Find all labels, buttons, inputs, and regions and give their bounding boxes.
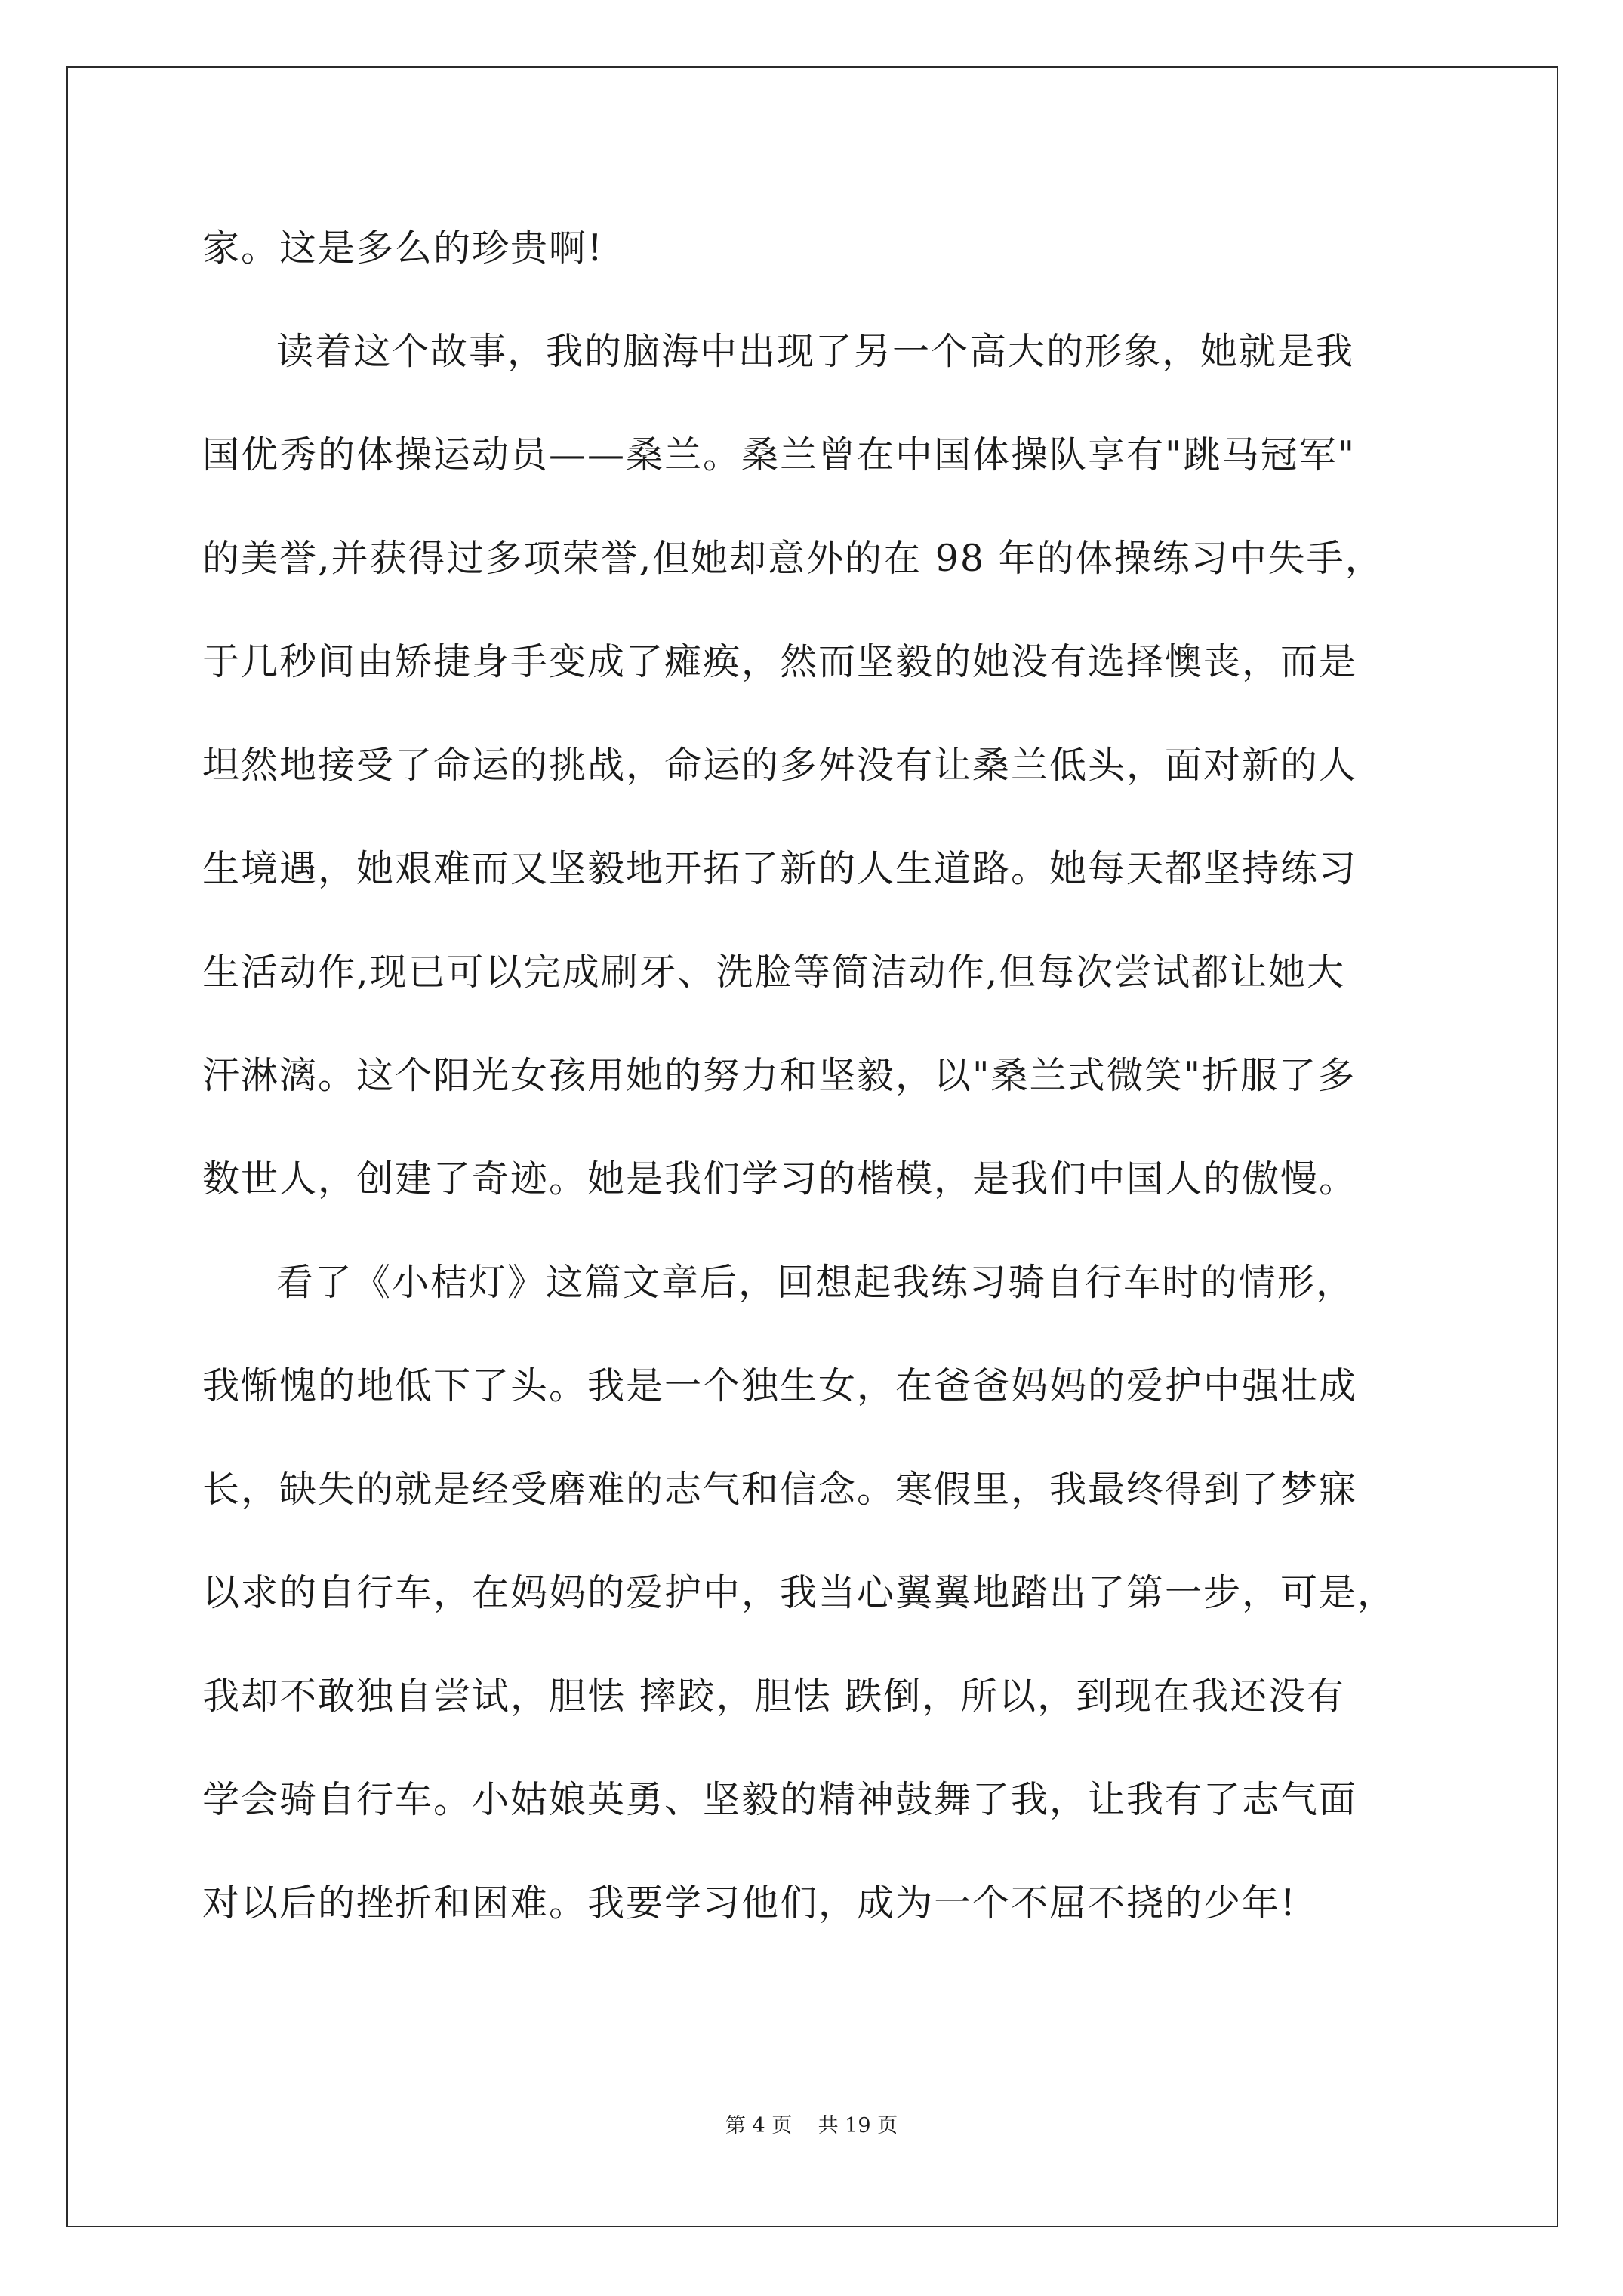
text-line: 的美誉,并获得过多项荣誉,但她却意外的在 98 年的体操练习中失手， — [202, 537, 1384, 580]
text-line: 汗淋漓。这个阳光女孩用她的努力和坚毅，以"桑兰式微笑"折服了多 — [202, 1054, 1357, 1097]
text-line: 数世人，创建了奇迹。她是我们学习的楷模，是我们中国人的傲慢。 — [202, 1157, 1358, 1200]
text-line: 长，缺失的就是经受磨难的志气和信念。寒假里，我最终得到了梦寐 — [202, 1468, 1358, 1511]
document-body — [202, 196, 1455, 1955]
text-line: 生境遇，她艰难而又坚毅地开拓了新的人生道路。她每天都坚持练习 — [202, 847, 1358, 890]
paragraph-first-line: 读着这个故事，我的脑海中出现了另一个高大的形象，她就是我 — [276, 330, 1355, 373]
text-line: 生活动作,现已可以完成刷牙、洗脸等简洁动作,但每次尝试都让她大 — [202, 951, 1346, 994]
text-line: 对以后的挫折和困难。我要学习他们，成为一个不屈不挠的少年! — [202, 1881, 1297, 1925]
text-line: 家。这是多么的珍贵啊! — [202, 227, 604, 270]
text-line: 学会骑自行车。小姑娘英勇、坚毅的精神鼓舞了我，让我有了志气面 — [202, 1778, 1358, 1821]
page-number-footer: 第 4 页 共 19 页 — [725, 2114, 898, 2137]
text-line: 以求的自行车，在妈妈的爱护中，我当心翼翼地踏出了第一步，可是， — [202, 1571, 1397, 1614]
text-line: 我惭愧的地低下了头。我是一个独生女，在爸爸妈妈的爱护中强壮成 — [202, 1364, 1358, 1407]
text-line: 我却不敢独自尝试，胆怯 摔跤，胆怯 跌倒，所以，到现在我还没有 — [202, 1675, 1346, 1718]
text-line: 于几秒间由矫捷身手变成了瘫痪，然而坚毅的她没有选择懊丧，而是 — [202, 640, 1358, 683]
paragraph-first-line: 看了《小桔灯》这篇文章后，回想起我练习骑自行车时的情形， — [276, 1261, 1355, 1304]
text-line: 坦然地接受了命运的挑战，命运的多舛没有让桑兰低头，面对新的人 — [202, 744, 1358, 787]
text-line: 国优秀的体操运动员——桑兰。桑兰曾在中国体操队享有"跳马冠军" — [202, 433, 1357, 476]
